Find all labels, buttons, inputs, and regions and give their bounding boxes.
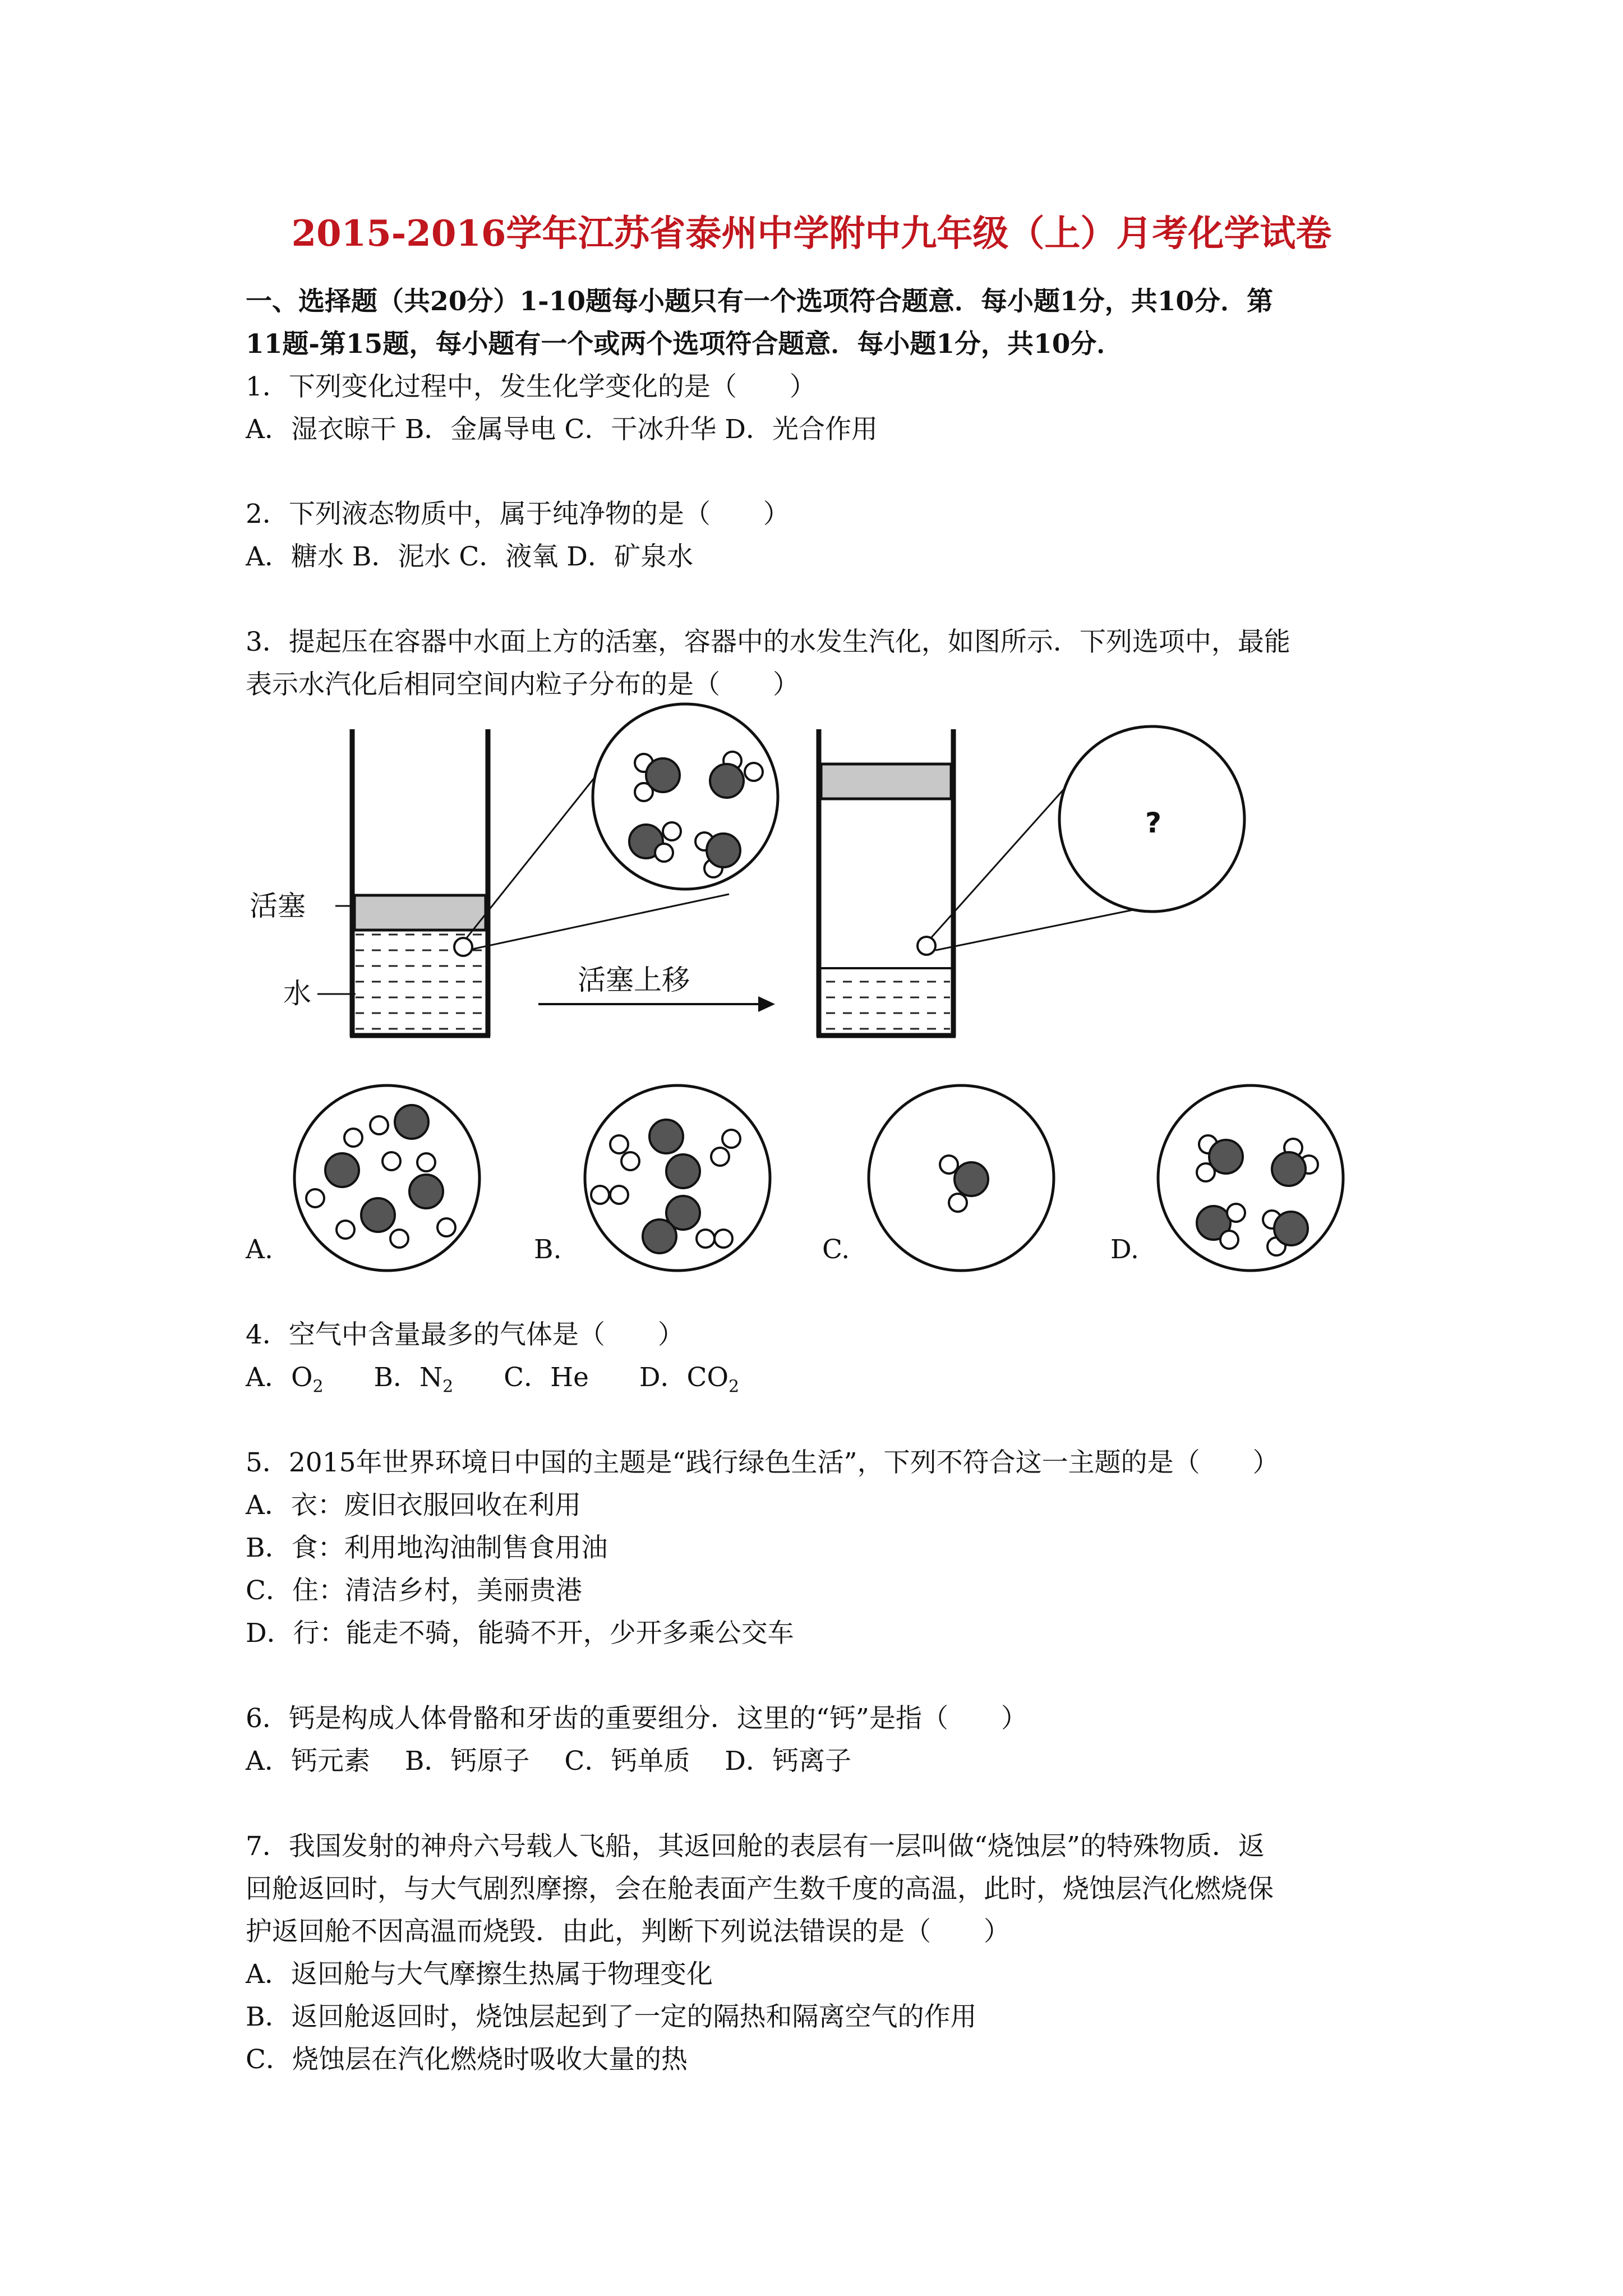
- water-right: [822, 968, 950, 1033]
- q7-option-a: A．返回舱与大气摩擦生热属于物理变化: [246, 1959, 713, 1990]
- section-instructions-line2: 11题-第15题，每小题有一个或两个选项符合题意．每小题1分，共10分．: [246, 329, 1123, 360]
- q5-option-a: A．衣：废旧衣服回收在利用: [246, 1490, 581, 1521]
- arrow-label: 活塞上移: [578, 964, 690, 996]
- q3-option-d: D.: [1110, 1234, 1139, 1265]
- q7-stem-line3: 护返回舱不因高温而烧毁．由此，判断下列说法错误的是（ ）: [246, 1916, 1010, 1947]
- section-instructions-line1: 一、选择题（共20分）1-10题每小题只有一个选项符合题意．每小题1分，共10分．第: [246, 286, 1274, 317]
- q5-option-c: C．住：清洁乡村，美丽贵港: [246, 1575, 582, 1606]
- vapor-molecule-marker: [917, 937, 935, 955]
- water-molecule-marker: [454, 938, 472, 956]
- question-mark: ?: [1145, 807, 1162, 839]
- q6-stem: 6．钙是构成人体骨骼和牙齿的重要组分．这里的“钙”是指（ ）: [246, 1703, 1027, 1734]
- q7-stem-line2: 回舱返回时，与大气剧烈摩擦，会在舱表面产生数千度的高温，此时，烧蚀层汽化燃烧保: [246, 1874, 1274, 1904]
- q7-stem-line1: 7．我国发射的神舟六号载人飞船，其返回舱的表层有一层叫做“烧蚀层”的特殊物质．返: [246, 1831, 1265, 1862]
- q4-option-b: B．$N_2$: [374, 1362, 454, 1397]
- q3-stem-line2: 表示水汽化后相同空间内粒子分布的是（ ）: [246, 669, 799, 700]
- option-a-circle: [294, 1085, 479, 1271]
- q5-stem: 5．2015年世界环境日中国的主题是“践行绿色生活”，下列不符合这一主题的是（ ）: [246, 1447, 1279, 1478]
- q4-option-d: D．$CO_2$: [639, 1362, 740, 1397]
- q3-stem-line1: 3．提起压在容器中水面上方的活塞，容器中的水发生汽化，如图所示．下列选项中，最能: [246, 627, 1290, 657]
- option-d-circle: [1158, 1085, 1343, 1271]
- q2-stem: 2．下列液态物质中，属于纯净物的是（ ）: [246, 499, 790, 530]
- q5-option-d: D．行：能走不骑，能骑不开，少开多乘公交车: [246, 1618, 794, 1649]
- piston-left: [354, 895, 486, 930]
- zoom-circle-liquid: [593, 704, 778, 889]
- q4-stem: 4．空气中含量最多的气体是（ ）: [246, 1319, 684, 1350]
- q4-option-c: C．He: [504, 1362, 589, 1393]
- water-label: 水: [283, 977, 311, 1010]
- q6-options: A．钙元素 B．钙原子 C．钙单质 D．钙离子: [246, 1746, 851, 1777]
- q3-option-c: C.: [822, 1234, 850, 1265]
- q2-options: A．糖水 B．泥水 C．液氧 D．矿泉水: [246, 541, 693, 572]
- q5-option-b: B．食：利用地沟油制售食用油: [246, 1533, 608, 1563]
- q3-option-a: A.: [246, 1234, 273, 1265]
- q7-option-b: B．返回舱返回时，烧蚀层起到了一定的隔热和隔离空气的作用: [246, 2001, 977, 2032]
- q3-option-b: B.: [534, 1234, 562, 1265]
- q4-option-a: A．$O_2$: [246, 1362, 324, 1397]
- q1-options: A．湿衣晾干 B．金属导电 C．干冰升华 D．光合作用: [246, 414, 878, 445]
- q7-option-c: C．烧蚀层在汽化燃烧时吸收大量的热: [246, 2044, 688, 2075]
- piston-label: 活塞: [250, 890, 306, 922]
- q4-options: [246, 1360, 739, 1405]
- q1-stem: 1．下列变化过程中，发生化学变化的是（ ）: [246, 371, 816, 402]
- piston-right: [821, 764, 951, 799]
- page-title: 2015-2016学年江苏省泰州中学附中九年级（上）月考化学试卷: [291, 213, 1332, 255]
